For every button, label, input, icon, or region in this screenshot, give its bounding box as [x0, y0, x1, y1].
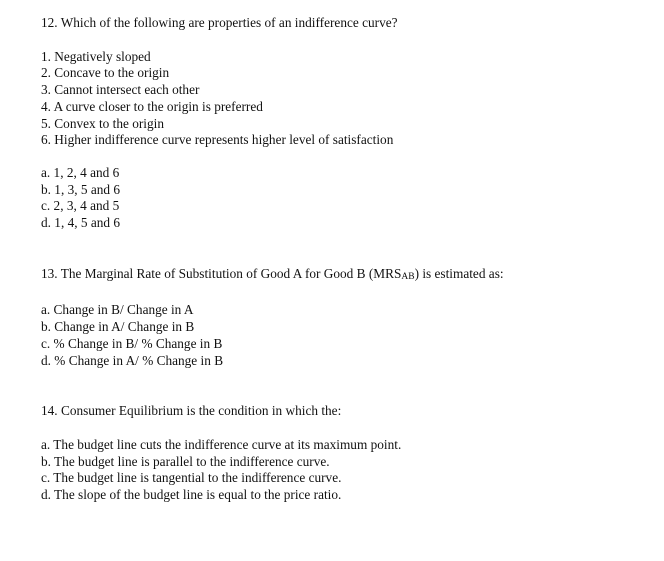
- mrs-subscript: AB: [401, 271, 415, 282]
- question-12-statements: [41, 49, 654, 149]
- statement-item: 4. A curve closer to the origin is preferred: [41, 98, 263, 114]
- statement-item: 2. Concave to the origin: [41, 65, 170, 81]
- answer-option-d: d. 1, 4, 5 and 6: [41, 215, 121, 231]
- answer-option-d: d. The slope of the budget line is equal to the price ratio.: [41, 487, 342, 503]
- answer-option-a: a. 1, 2, 4 and 6: [41, 164, 120, 180]
- answer-option-a: a. The budget line cuts the indifference curve at its maximum point.: [41, 436, 402, 452]
- statement-item: 6. Higher indifference curve represents higher level of satisfaction: [41, 132, 394, 148]
- answer-option-c: c. 2, 3, 4 and 5: [41, 198, 120, 214]
- question-14: [41, 403, 654, 504]
- question-13-options: [41, 302, 654, 369]
- question-14-title: 14. Consumer Equilibrium is the condition in which the:: [41, 403, 342, 419]
- answer-option-b: b. The budget line is parallel to the indifference curve.: [41, 453, 330, 469]
- question-12-options: [41, 165, 654, 232]
- statement-item: 1. Negatively sloped: [41, 48, 151, 64]
- statement-item: 3. Cannot intersect each other: [41, 82, 200, 98]
- statement-item: 5. Convex to the origin: [41, 115, 164, 131]
- question-13-title: [41, 266, 654, 286]
- question-12-title: 12. Which of the following are properties of an indifference curve?: [41, 15, 398, 30]
- question-14-options: [41, 437, 654, 504]
- question-13-title-prefix: 13. The Marginal Rate of Substitution of Good A for Good B (MRS: [41, 265, 402, 281]
- answer-option-c: c. The budget line is tangential to the indifference curve.: [41, 470, 342, 486]
- answer-option-b: b. Change in A/ Change in B: [41, 319, 195, 335]
- answer-option-a: a. Change in B/ Change in A: [41, 302, 194, 318]
- answer-option-b: b. 1, 3, 5 and 6: [41, 181, 121, 197]
- document-page: [41, 15, 654, 504]
- question-13: [41, 266, 654, 370]
- question-12: [41, 15, 654, 232]
- answer-option-d: d. % Change in A/ % Change in B: [41, 352, 224, 368]
- question-13-title-suffix: ) is estimated as:: [414, 265, 504, 281]
- answer-option-c: c. % Change in B/ % Change in B: [41, 335, 223, 351]
